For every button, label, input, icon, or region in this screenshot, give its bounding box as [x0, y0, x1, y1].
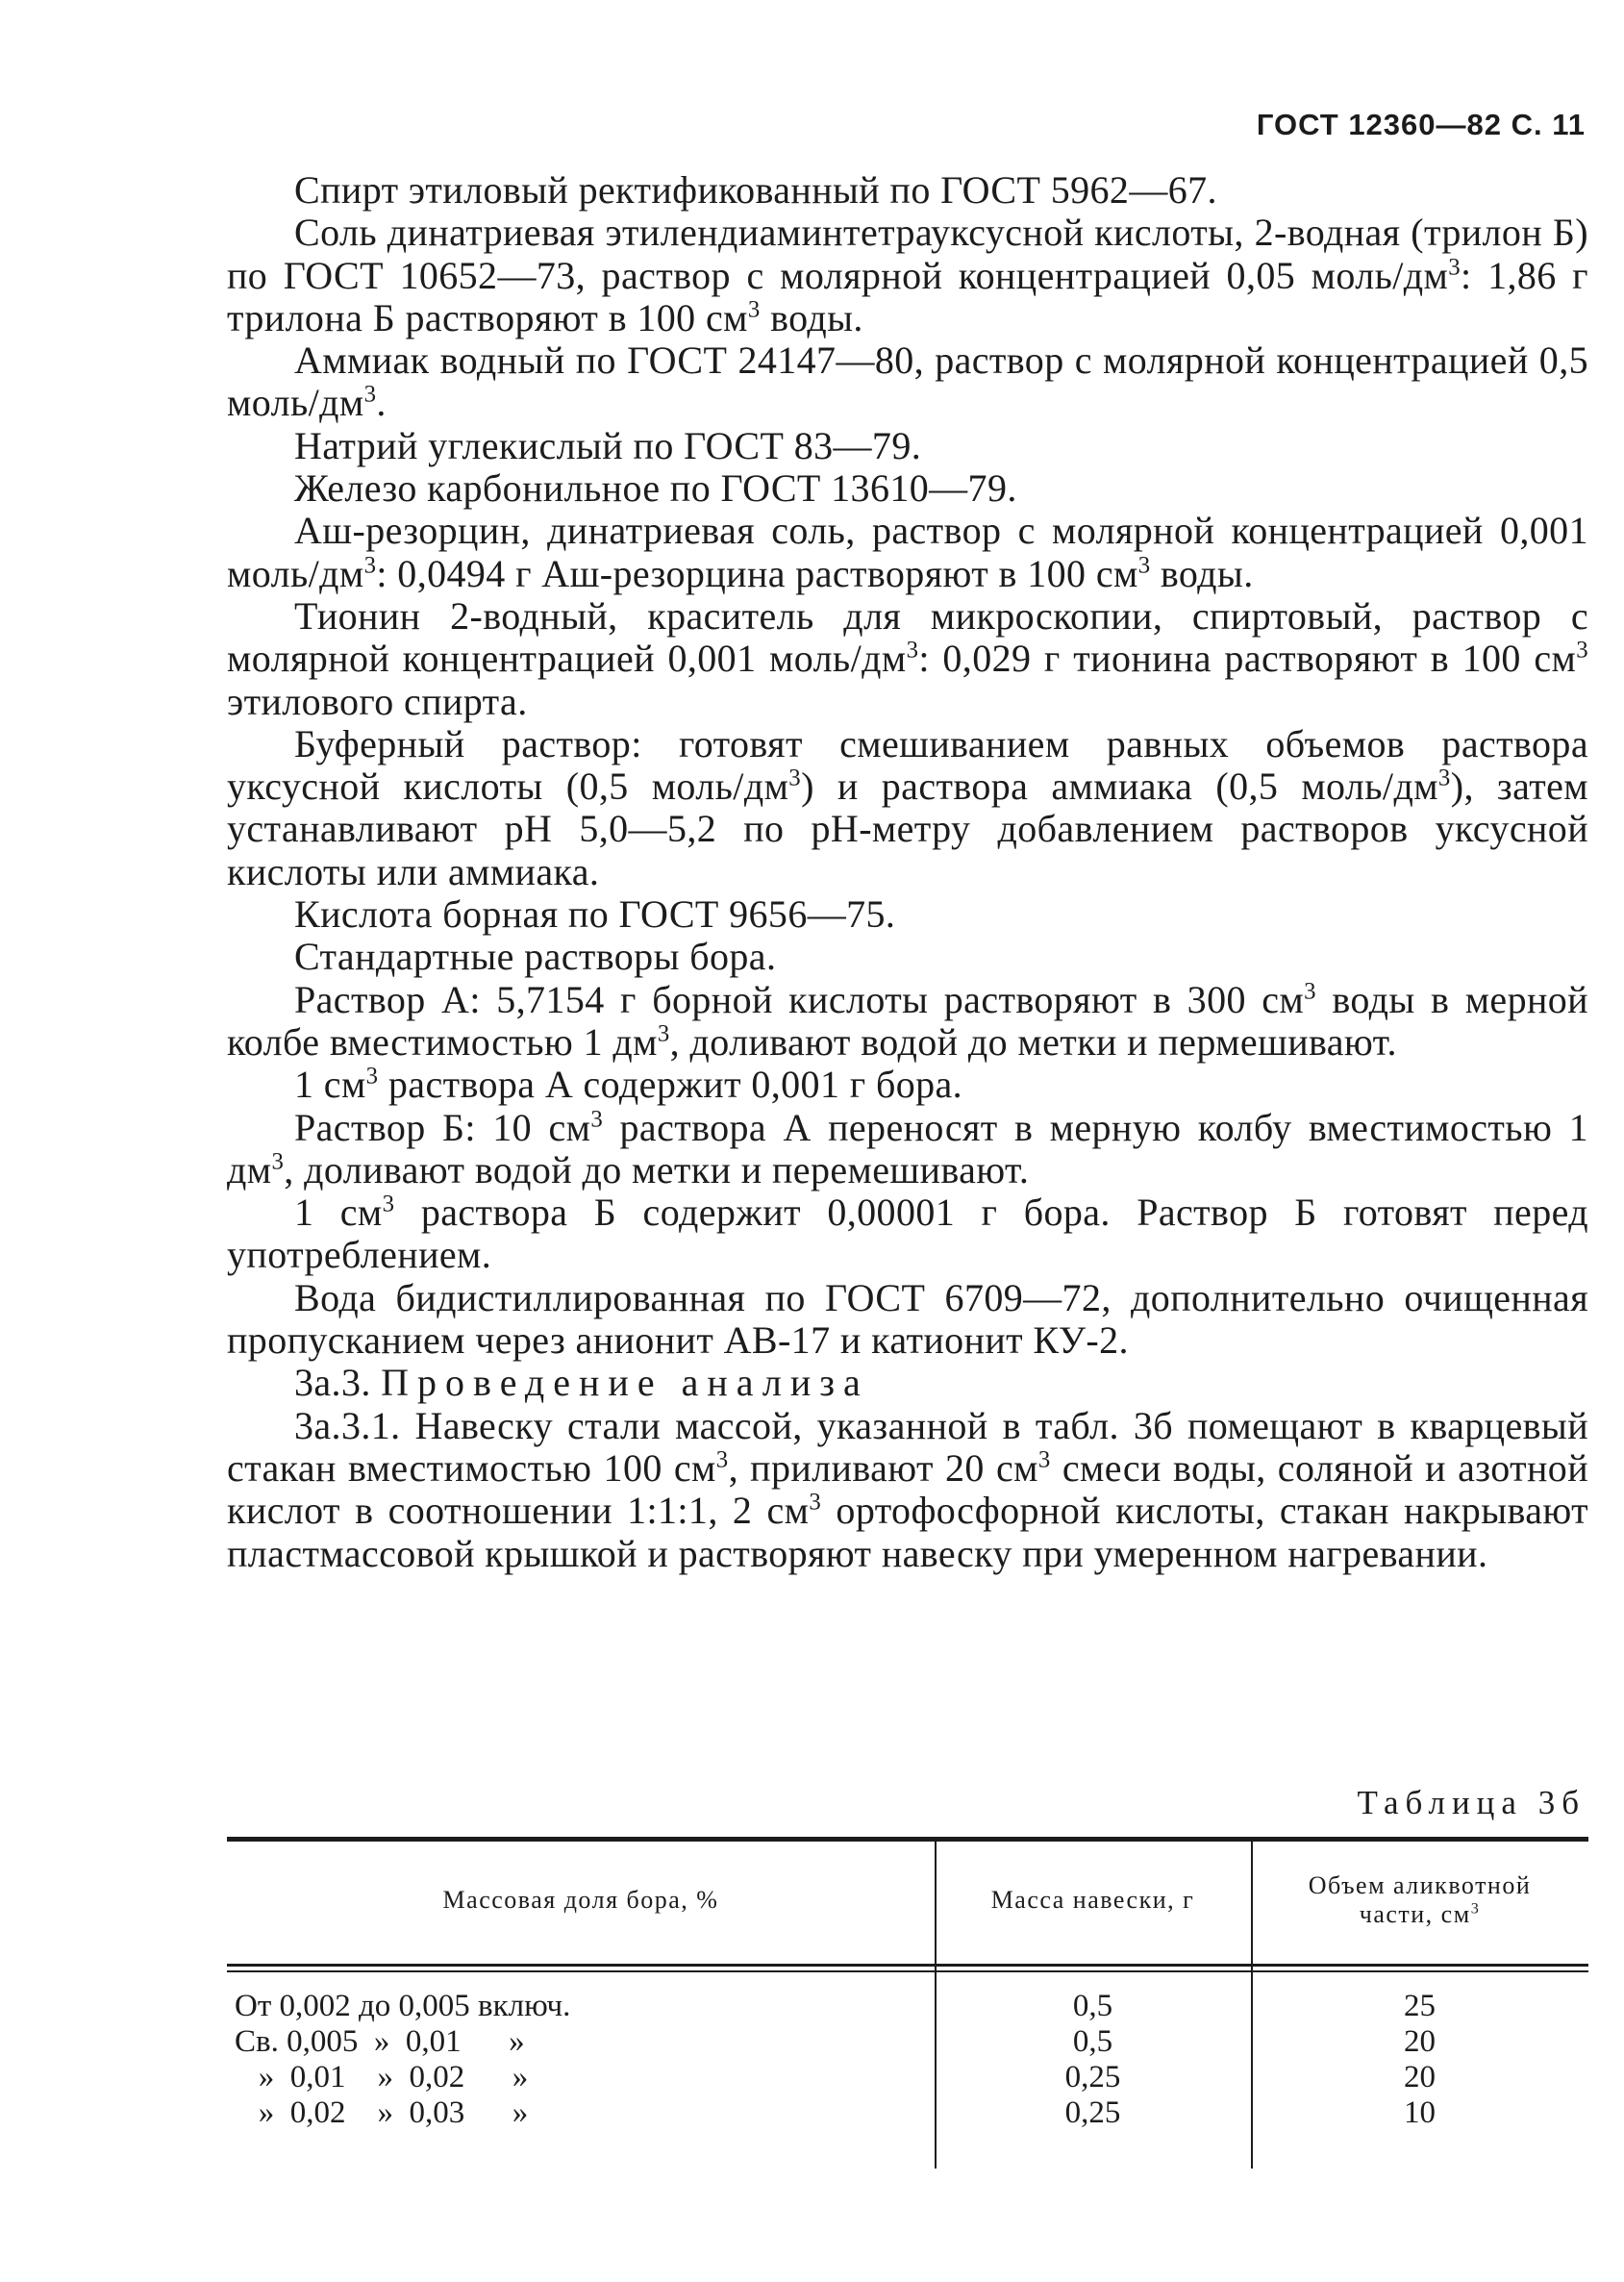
text-run: : 1,86 г трилона Б растворяют в 100 см [227, 253, 1588, 339]
header-aliquot-line1: Объем аликвотной [1308, 1871, 1532, 1899]
cell-boron-fraction: Св. 0,005 » 0,01 » [235, 2024, 525, 2059]
cell-sample-mass: 0,25 [1064, 2095, 1121, 2130]
text-run: Натрий углекислый по ГОСТ 83—79. [294, 423, 922, 467]
table-row [227, 2060, 1588, 2095]
text-run: Аммиак водный по ГОСТ 24147—80, раствор с молярной концентрацией 0,5 моль/дм [227, 339, 1588, 425]
paragraph [227, 1362, 1588, 1404]
page-header: ГОСТ 12360—82 С. 11 [1256, 108, 1586, 141]
text-run: 3а.3. [294, 1361, 382, 1405]
text-run: раствора А содержит 0,001 г бора. [378, 1063, 963, 1107]
superscript: 3 [747, 296, 761, 323]
paragraph [227, 1191, 1588, 1277]
superscript: 3 [657, 1020, 670, 1047]
paragraph [227, 595, 1588, 723]
table-caption: Таблица 3б [1357, 1784, 1586, 1821]
paragraph [227, 510, 1588, 595]
text-run: смеси воды, соляной и азотной кислот в соотношении 1:1:1, 2 см [227, 1445, 1588, 1533]
text-run: воды в мерной колбе вместимостью 1 дм [227, 977, 1588, 1064]
superscript: 3 [1437, 765, 1451, 791]
paragraph [227, 1405, 1588, 1575]
text-run: ортофосфорной кислоты, стакан накрывают пластмассовой крышкой и растворяют навеску при умеренном нагревании. [227, 1489, 1589, 1575]
text-run: : 0,029 г тионина растворяют в 100 см [918, 637, 1577, 681]
text-run: Раствор А: 5,7154 г борной кислоты растворяют в 300 см [294, 977, 1305, 1021]
paragraph [227, 1064, 1588, 1106]
header-sample-mass: Масса навески, г [990, 1886, 1195, 1914]
text-run: . [376, 381, 387, 425]
text-run: , приливают 20 см [728, 1445, 1038, 1490]
header-aliquot-sup: 3 [1470, 1900, 1481, 1918]
paragraph [227, 339, 1588, 425]
cell-sample-mass: 0,5 [1072, 2024, 1113, 2059]
superscript: 3 [365, 1063, 379, 1090]
cell-aliquot-volume: 25 [1404, 1989, 1436, 2023]
superscript: 3 [590, 1106, 604, 1133]
text-run: 3а.3.1. Навеску стали массой, указанной в табл. 3б помещают в кварцевый стакан вместимостью 100 см [227, 1403, 1588, 1490]
text-run: Тионин 2-водный, краситель для микроскопии, спиртовый, раствор с молярной концентрацией 0,001 моль/дм [227, 593, 1588, 681]
text-run: воды. [760, 295, 863, 339]
text-run: воды. [1150, 551, 1254, 595]
text-run: Соль динатриевая этилендиаминтетрауксусной кислоты, 2-водная (трилон Б) по ГОСТ 10652—73, раствор с молярной концентрацией 0,05 моль/дм [227, 211, 1588, 297]
body-text [227, 169, 1588, 1575]
text-run: Стандартные растворы бора. [294, 935, 777, 979]
text-run: Буферный раствор: готовят смешиванием равных объемов раствора уксусной кислоты (0,5 моль/дм [227, 721, 1588, 809]
paragraph [227, 212, 1588, 339]
paragraph [227, 979, 1588, 1065]
table-header-rule [227, 1964, 1588, 1967]
text-run: , доливают водой до метки и перемешивают. [284, 1147, 1030, 1191]
cell-boron-fraction: От 0,002 до 0,005 включ. [235, 1989, 571, 2023]
superscript: 3 [788, 765, 802, 791]
table-3b [227, 1837, 1588, 2169]
paragraph [227, 723, 1588, 893]
text-run: Проведение анализа [381, 1361, 869, 1405]
text-run: ) и раствора аммиака (0,5 моль/дм [801, 765, 1438, 809]
cell-aliquot-volume: 20 [1404, 2024, 1436, 2059]
header-boron-fraction: Массовая доля бора, % [442, 1886, 719, 1914]
cell-sample-mass: 0,5 [1072, 1989, 1113, 2023]
paragraph [227, 425, 1588, 467]
header-aliquot-volume [1251, 1837, 1588, 1964]
text-run: раствора А переносят в мерную колбу вместимостью 1 дм [227, 1105, 1588, 1191]
paragraph [227, 467, 1588, 510]
table-row [227, 2024, 1588, 2060]
paragraph [227, 169, 1588, 212]
header-aliquot-line2: части, см [1359, 1900, 1471, 1928]
paragraph [227, 893, 1588, 936]
text-run: Аш-резорцин, динатриевая соль, раствор с молярной концентрацией 0,001 моль/дм [227, 509, 1588, 595]
superscript: 3 [1448, 254, 1462, 281]
superscript: 3 [1037, 1446, 1051, 1473]
cell-aliquot-volume: 10 [1404, 2095, 1436, 2130]
paragraph [227, 936, 1588, 978]
text-run: Кислота борная по ГОСТ 9656—75. [294, 892, 896, 937]
table-row [227, 2095, 1588, 2131]
text-run: 1 см [294, 1063, 366, 1107]
table-header-rule-second [227, 1970, 1588, 1972]
table-body [227, 1989, 1588, 2131]
text-run: 1 см [294, 1191, 383, 1235]
superscript: 3 [715, 1446, 729, 1473]
superscript: 3 [363, 552, 377, 579]
superscript: 3 [382, 1191, 395, 1217]
text-run: этилового спирта. [227, 679, 528, 723]
text-run: раствора Б содержит 0,00001 г бора. Раствор Б готовят перед употреблением. [227, 1191, 1588, 1277]
superscript: 3 [809, 1489, 822, 1516]
superscript: 3 [1137, 552, 1151, 579]
superscript: 3 [363, 382, 377, 409]
superscript: 3 [906, 637, 919, 664]
text-run: Раствор Б: 10 см [294, 1105, 591, 1149]
cell-boron-fraction: » 0,01 » 0,02 » [235, 2060, 529, 2094]
cell-sample-mass: 0,25 [1064, 2060, 1121, 2094]
paragraph [227, 1277, 1588, 1363]
table-row [227, 1989, 1588, 2024]
superscript: 3 [1576, 637, 1588, 664]
paragraph [227, 1107, 1588, 1192]
text-run: : 0,0494 г Аш-резорцина растворяют в 100 см [376, 551, 1138, 595]
text-run: Спирт этиловый ректификованный по ГОСТ 5962—67. [294, 168, 1217, 212]
cell-boron-fraction: » 0,02 » 0,03 » [235, 2095, 529, 2130]
text-run: Железо карбонильное по ГОСТ 13610—79. [294, 466, 1017, 511]
superscript: 3 [1304, 978, 1316, 1005]
text-run: Вода бидистиллированная по ГОСТ 6709—72, дополнительно очищенная пропусканием через анионит АВ-17 и катионит КУ-2. [227, 1275, 1588, 1363]
text-run: , доливают водой до метки и пермешивают. [669, 1019, 1397, 1064]
cell-aliquot-volume: 20 [1404, 2060, 1436, 2094]
text-run: ), затем устанавливают pH 5,0—5,2 по pH-метру добавлением растворов уксусной кислоты или аммиака. [227, 765, 1588, 893]
superscript: 3 [271, 1148, 285, 1175]
